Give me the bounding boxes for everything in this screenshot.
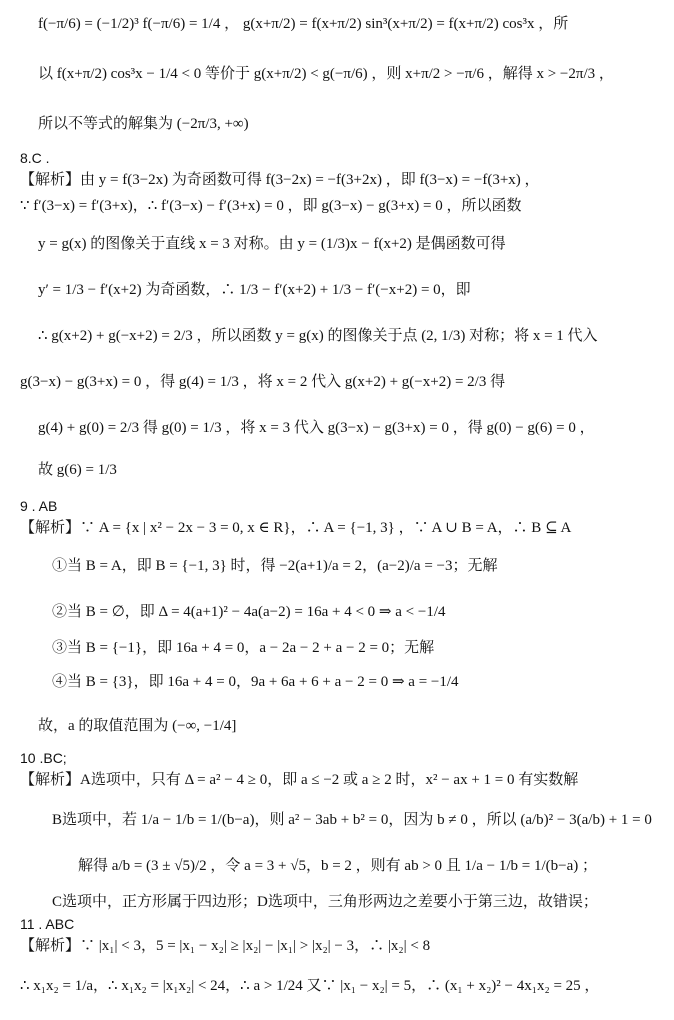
text-line: 解得 a/b = (3 ± √5)/2 ，令 a = 3 + √5，b = 2 ，则有 ab > 0 且 1/a − 1/b = 1/(b−a) ； <box>78 858 597 874</box>
text-line: C选项中，正方形属于四边形；D选项中，三角形两边之差要小于第三边，故错误； <box>52 894 598 910</box>
question-number: 8.C . <box>20 150 50 166</box>
text-line: y = g(x) 的图像关于直线 x = 3 对称。由 y = (1/3)x − f(x+2) 是偶函数可得 <box>38 236 506 252</box>
text-line: 故 g(6) = 1/3 <box>38 462 117 478</box>
text-line: ∴ x₁x₂ = 1/a，∴ x₁x₂ = |x₁x₂| < 24，∴ a > 1/24 又∵ |x₁ − x₂| = 5，∴ (x₁ + x₂)² − 4x₁x₂ = 25 ， <box>20 978 600 994</box>
text-line: ④当 B = {3}，即 16a + 4 = 0，9a + 6a + 6 + a − 2 = 0 ⇒ a = −1/4 <box>52 674 459 690</box>
question-number: 11 . ABC <box>20 916 75 932</box>
text-line: ∵ f′(3−x) = f′(3+x)，∴ f′(3−x) − f′(3+x) = 0 ，即 g(3−x) − g(3+x) = 0 ，所以函数 <box>20 198 522 214</box>
text-line: 【解析】∵ |x₁| < 3，5 = |x₁ − x₂| ≥ |x₂| − |x₁| > |x₂| − 3，∴ |x₂| < 8 <box>20 938 431 954</box>
text-line: y′ = 1/3 − f′(x+2) 为奇函数，∴ 1/3 − f′(x+2) + 1/3 − f′(−x+2) = 0，即 <box>38 282 471 298</box>
text-line: 故，a 的取值范围为 (−∞, −1/4] <box>38 718 237 734</box>
question-number: 10 .BC; <box>20 750 67 766</box>
text-line: 【解析】A选项中，只有 Δ = a² − 4 ≥ 0，即 a ≤ −2 或 a ≥ 2 时，x² − ax + 1 = 0 有实数解 <box>20 772 579 788</box>
text-line: ③当 B = {−1}，即 16a + 4 = 0，a − 2a − 2 + a − 2 = 0；无解 <box>52 640 435 656</box>
text-line: 以 f(x+π/2) cos³x − 1/4 < 0 等价于 g(x+π/2) < g(−π/6) ，则 x+π/2 > −π/6 ，解得 x > −2π/3 ， <box>38 66 614 82</box>
text-line: ∴ g(x+2) + g(−x+2) = 2/3 ，所以函数 y = g(x) 的图像关于点 (2, 1/3) 对称；将 x = 1 代入 <box>38 328 598 344</box>
text-line: g(3−x) − g(3+x) = 0 ，得 g(4) = 1/3 ，将 x = 2 代入 g(x+2) + g(−x+2) = 2/3 得 <box>20 374 506 390</box>
text-line: f(−π/6) = (−1/2)³ f(−π/6) = 1/4 ， g(x+π/2) = f(x+π/2) sin³(x+π/2) = f(x+π/2) cos³x ，所 <box>38 16 569 32</box>
question-number: 9 . AB <box>20 498 58 514</box>
text-line: g(4) + g(0) = 2/3 得 g(0) = 1/3 ，将 x = 3 代入 g(3−x) − g(3+x) = 0 ，得 g(0) − g(6) = 0 ， <box>38 420 595 436</box>
text-line: B选项中，若 1/a − 1/b = 1/(b−a)，则 a² − 3ab + b² = 0，因为 b ≠ 0 ，所以 (a/b)² − 3(a/b) + 1 = 0 <box>52 812 652 828</box>
text-line: ②当 B = ∅，即 Δ = 4(a+1)² − 4a(a−2) = 16a + 4 < 0 ⇒ a < −1/4 <box>52 604 446 620</box>
text-line: 【解析】由 y = f(3−2x) 为奇函数可得 f(3−2x) = −f(3+2x) ，即 f(3−x) = −f(3+x) ， <box>20 172 540 188</box>
text-line: 所以不等式的解集为 (−2π/3, +∞) <box>38 116 249 132</box>
text-line: ①当 B = A，即 B = {−1, 3} 时，得 −2(a+1)/a = 2，(a−2)/a = −3；无解 <box>52 558 498 574</box>
text-line: 【解析】∵ A = {x | x² − 2x − 3 = 0, x ∈ R}，∴ A = {−1, 3} ，∵ A ∪ B = A，∴ B ⊆ A <box>20 520 572 536</box>
